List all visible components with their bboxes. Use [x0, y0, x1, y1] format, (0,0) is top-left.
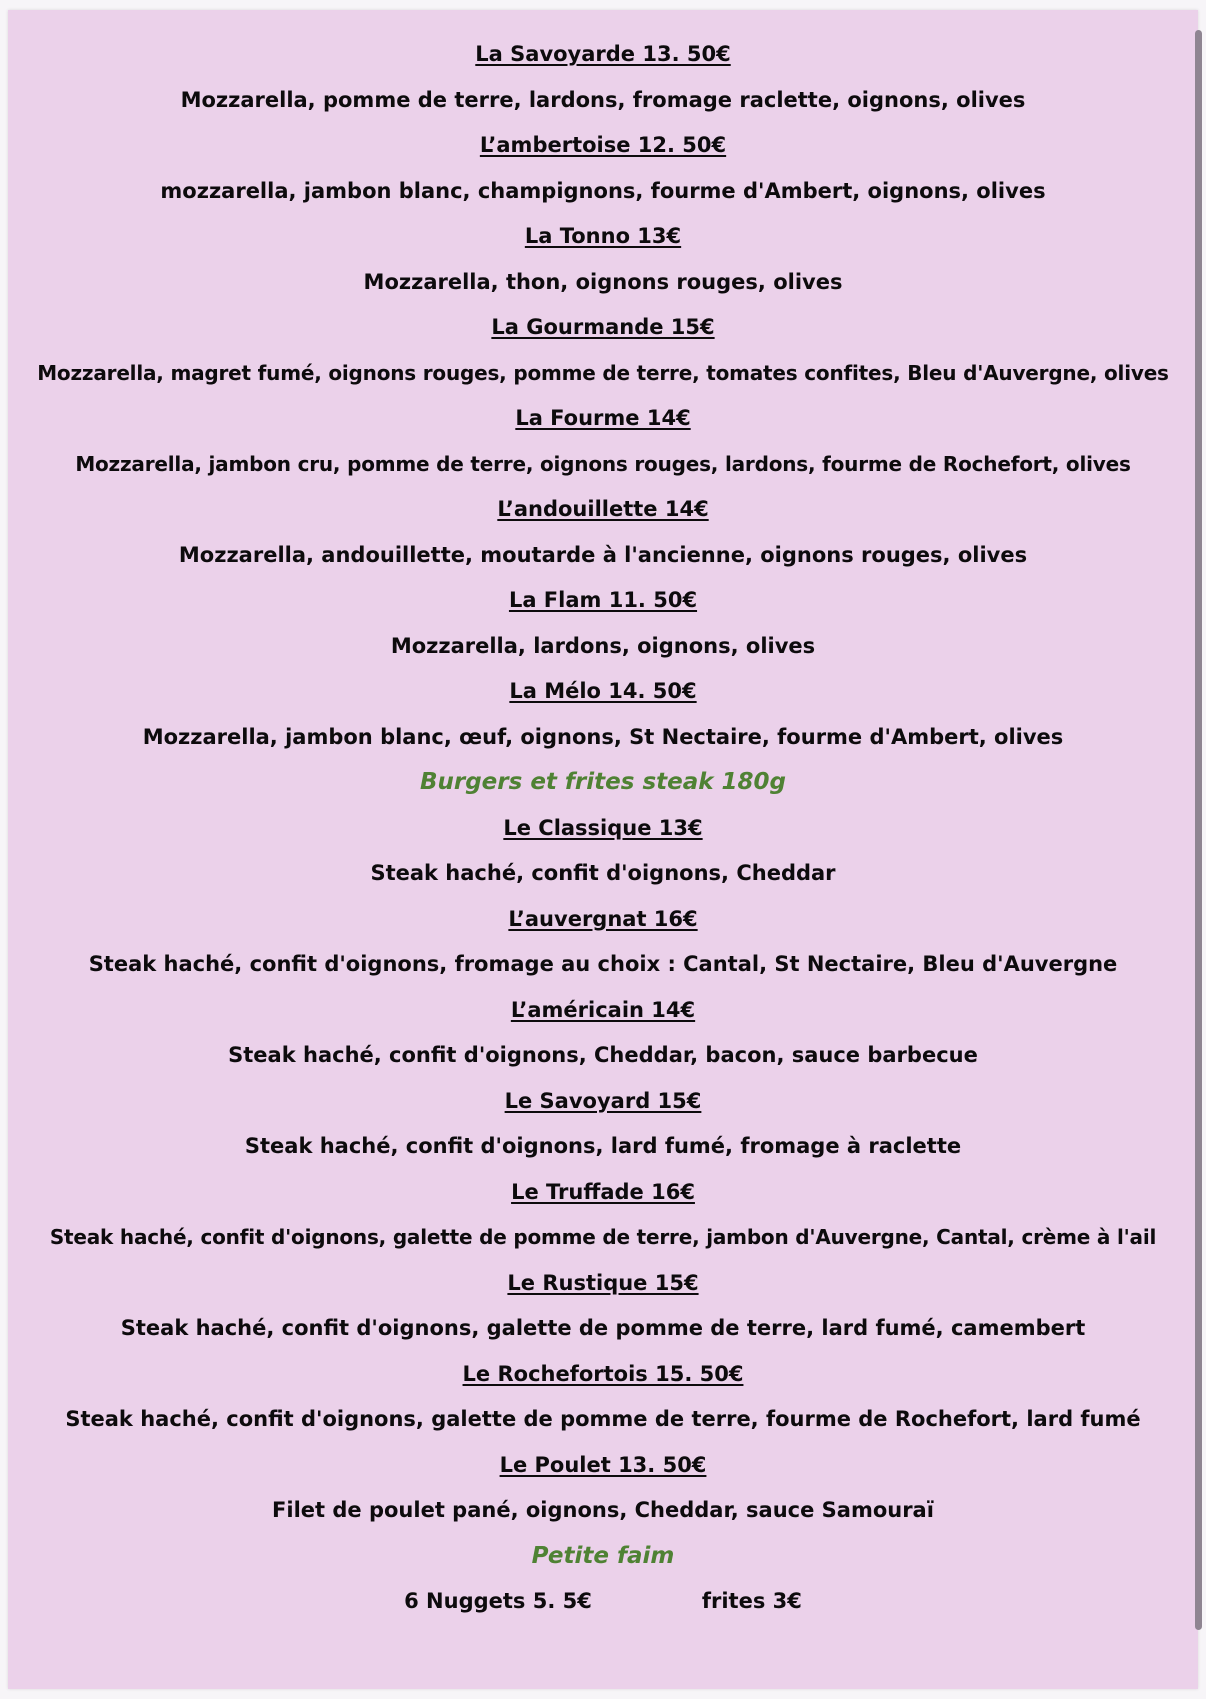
frites-item: frites 3€	[701, 1589, 802, 1613]
pizza-title: La Fourme 14€	[515, 406, 691, 430]
burger-ingredients: Steak haché, confit d'oignons, galette de pomme de terre, jambon d'Auvergne, Cantal, crème à l'ail	[49, 1225, 1157, 1249]
pizza-ingredients: Mozzarella, jambon cru, pomme de terre, oignons rouges, lardons, fourme de Rochefort, olives	[75, 451, 1131, 476]
pizza-ingredients: Mozzarella, magret fumé, oignons rouges, pomme de terre, tomates confites, Bleu d'Auvergne, olives	[37, 360, 1169, 385]
pizza-ingredients: Mozzarella, jambon blanc, œuf, oignons, St Nectaire, fourme d'Ambert, olives	[142, 724, 1064, 749]
burger-ingredients: Steak haché, confit d'oignons, fromage au choix : Cantal, St Nectaire, Bleu d'Auvergne	[88, 952, 1118, 976]
pizza-title: La Mélo 14. 50€	[509, 679, 697, 703]
menu-page	[8, 10, 1198, 1689]
pizza-title: La Gourmande 15€	[491, 315, 715, 339]
burger-ingredients: Steak haché, confit d'oignons, Cheddar	[370, 861, 836, 885]
burger-title: Le Savoyard 15€	[504, 1088, 702, 1113]
pizza-ingredients: Mozzarella, thon, oignons rouges, olives	[363, 269, 843, 294]
pizza-title: La Tonno 13€	[524, 224, 682, 248]
burger-title: Le Truffade 16€	[511, 1179, 695, 1204]
pizza-title: L’ambertoise 12. 50€	[479, 133, 727, 157]
burger-title: Le Rochefortois 15. 50€	[462, 1361, 744, 1386]
pizza-ingredients: Mozzarella, pomme de terre, lardons, fromage raclette, oignons, olives	[180, 87, 1026, 112]
burger-title: Le Poulet 13. 50€	[499, 1452, 707, 1477]
burgers-section-heading: Burgers et frites steak 180g	[419, 769, 787, 795]
burger-title: L’auvergnat 16€	[508, 906, 698, 931]
pizza-title: L’andouillette 14€	[497, 497, 709, 521]
pizza-ingredients: Mozzarella, lardons, oignons, olives	[390, 633, 816, 658]
pizza-title: La Savoyarde 13. 50€	[475, 42, 731, 66]
burger-ingredients: Steak haché, confit d'oignons, Cheddar, bacon, sauce barbecue	[228, 1043, 978, 1067]
nuggets-item: 6 Nuggets 5. 5€	[404, 1589, 592, 1613]
pizza-ingredients: mozzarella, jambon blanc, champignons, fourme d'Ambert, oignons, olives	[160, 178, 1046, 203]
burger-title: L’américain 14€	[510, 997, 696, 1022]
burger-title: Le Rustique 15€	[507, 1270, 699, 1295]
vertical-scrollbar[interactable]	[1195, 30, 1202, 1630]
burger-ingredients: Steak haché, confit d'oignons, galette de pomme de terre, lard fumé, camembert	[120, 1316, 1086, 1340]
pizza-ingredients: Mozzarella, andouillette, moutarde à l'ancienne, oignons rouges, olives	[178, 542, 1028, 567]
burger-ingredients: Steak haché, confit d'oignons, galette de pomme de terre, fourme de Rochefort, lard fumé	[65, 1407, 1141, 1431]
petite-faim-row	[8, 1579, 1198, 1625]
menu-list	[8, 32, 1198, 1625]
burger-ingredients: Steak haché, confit d'oignons, lard fumé, fromage à raclette	[244, 1134, 962, 1158]
petite-faim-heading: Petite faim	[531, 1542, 675, 1569]
pizza-title: La Flam 11. 50€	[508, 588, 698, 612]
burger-ingredients: Filet de poulet pané, oignons, Cheddar, sauce Samouraï	[272, 1498, 934, 1522]
burger-title: Le Classique 13€	[503, 815, 703, 840]
